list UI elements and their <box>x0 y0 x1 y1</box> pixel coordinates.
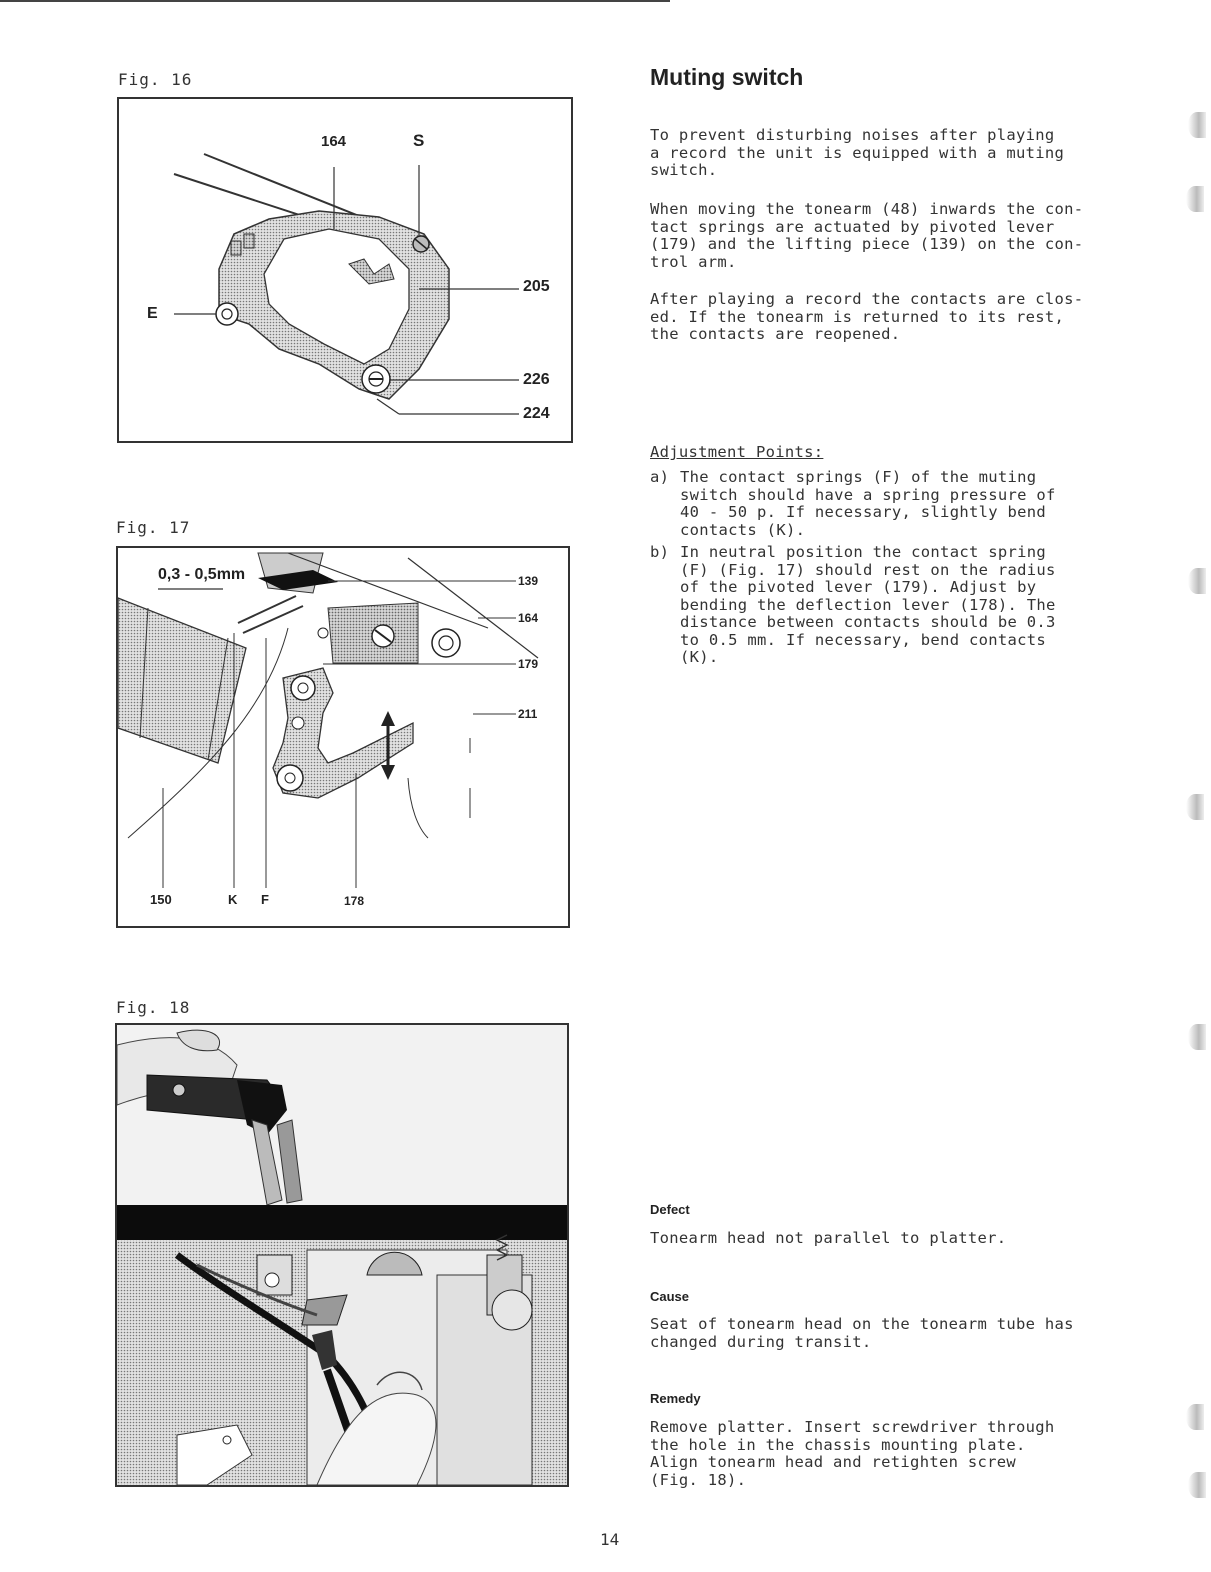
fig17-callout-F: F <box>261 892 269 907</box>
fig17-callout-150: 150 <box>150 892 172 907</box>
adjustment-item-b-marker: b) <box>650 543 670 561</box>
fig16-drawing <box>119 99 571 441</box>
fig18-label: Fig. 18 <box>116 998 191 1017</box>
fig16-callout-226: 226 <box>523 371 550 388</box>
binder-hole-mark <box>1186 794 1204 820</box>
binder-hole-mark <box>1188 568 1206 594</box>
fig17-label: Fig. 17 <box>116 518 191 537</box>
fig17-callout-K: K <box>228 892 238 907</box>
fig16-label: Fig. 16 <box>118 70 193 89</box>
fig16-callout-224: 224 <box>523 405 550 422</box>
remedy-label: Remedy <box>650 1391 701 1406</box>
fig16-callout-S: S <box>413 131 425 150</box>
fig17-drawing <box>118 548 568 926</box>
defect-label: Defect <box>650 1202 690 1217</box>
fig18-drawing <box>117 1025 567 1485</box>
fig17-callout-139: 139 <box>518 574 539 588</box>
intro-paragraph-1: To prevent disturbing noises after playing a record the unit is equipped with a muting switch. <box>650 126 1065 179</box>
fig16-callout-E: E <box>147 305 158 322</box>
adjustment-item-b-text: In neutral position the contact spring (F) (Fig. 17) should rest on the radius of the pivoted lever (179). Adjust by bending the deflection lever (178). The distance between contacts should be 0.3 to 0.5 mm. If necessary, bend contacts (K). <box>680 543 1056 666</box>
page-number: 14 <box>600 1530 620 1549</box>
fig17-callout-179: 179 <box>518 657 539 671</box>
remedy-text: Remove platter. Insert screwdriver through the hole in the chassis mounting plate. Align tonearm head and retighten screw (Fig. 18). <box>650 1418 1055 1489</box>
adjustment-item-a-marker: a) <box>650 468 670 486</box>
binder-hole-mark <box>1186 1404 1204 1430</box>
fig18-photo <box>115 1023 569 1487</box>
fig17-callout-211: 211 <box>518 707 538 721</box>
cause-label: Cause <box>650 1289 690 1304</box>
adjustment-heading: Adjustment Points: <box>650 443 824 461</box>
adjustment-item-a-text: The contact springs (F) of the muting switch should have a spring pressure of 40 - 50 p. If necessary, slightly bend contacts (K). <box>680 468 1056 539</box>
binder-hole-mark <box>1188 1024 1206 1050</box>
page-title: Muting switch <box>650 64 804 90</box>
adjustment-item-a <box>650 469 1120 541</box>
defect-text: Tonearm head not parallel to platter. <box>650 1229 1007 1247</box>
top-rule <box>0 0 670 2</box>
binder-hole-mark <box>1186 186 1204 212</box>
binder-hole-mark <box>1188 112 1206 138</box>
fig17-gap-label: 0,3 - 0,5mm <box>158 566 246 583</box>
fig16-callout-205: 205 <box>523 278 550 295</box>
fig17-diagram <box>116 546 570 928</box>
cause-text: Seat of tonearm head on the tonearm tube has changed during transit. <box>650 1315 1074 1351</box>
intro-paragraph-3: After playing a record the contacts are clos- ed. If the tonearm is returned to its rest, the contacts are reopened. <box>650 290 1084 343</box>
binder-hole-mark <box>1188 1472 1206 1498</box>
intro-paragraph-2: When moving the tonearm (48) inwards the con- tact springs are actuated by pivoted lever (179) and the lifting piece (139) on the con- trol arm. <box>650 200 1084 271</box>
fig16-diagram <box>117 97 573 443</box>
fig16-callout-164: 164 <box>321 133 347 150</box>
adjustment-item-b <box>650 544 1120 669</box>
fig17-callout-164: 164 <box>518 611 539 625</box>
fig17-callout-178: 178 <box>344 894 365 908</box>
